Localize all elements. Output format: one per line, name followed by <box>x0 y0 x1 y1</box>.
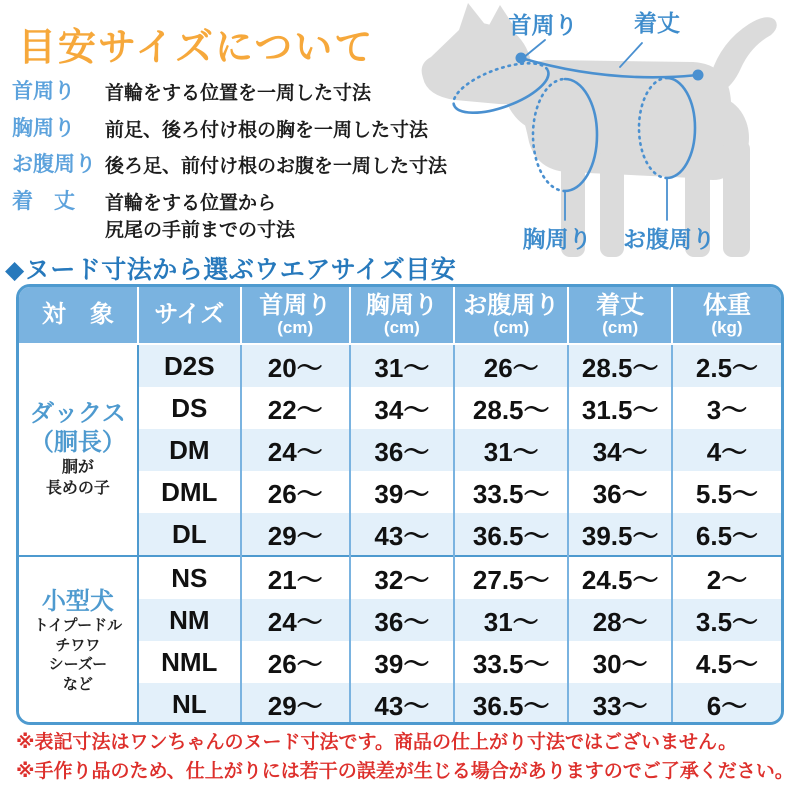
cell-chest: 39〜 <box>350 641 454 683</box>
cell-belly: 31〜 <box>454 599 568 641</box>
diagram-chest-label: 胸周り <box>522 226 592 252</box>
cell-size: NM <box>138 599 241 641</box>
dog-silhouette <box>422 3 777 257</box>
cell-weight: 3.5〜 <box>672 599 781 641</box>
cell-chest: 39〜 <box>350 471 454 513</box>
col-header-length-unit: (cm) <box>602 317 639 337</box>
cell-length: 39.5〜 <box>568 513 672 556</box>
col-header-size <box>138 287 241 344</box>
page-title: 目安サイズについて <box>18 27 375 69</box>
col-header-weight-label: 体重 <box>702 292 751 320</box>
cell-belly: 28.5〜 <box>454 387 568 429</box>
col-header-length <box>568 287 672 344</box>
length-end-dot <box>693 70 704 81</box>
definition-chest-text: 前足、後ろ付け根の胸を一周した寸法 <box>105 119 429 141</box>
cell-length: 30〜 <box>568 641 672 683</box>
cell-weight: 4〜 <box>672 429 781 471</box>
dog-measurement-diagram <box>415 0 800 268</box>
note-handmade: ※手作り品のため、仕上がりには若干の誤差が生じる場合がありますのでご了承ください。 <box>16 761 794 783</box>
cell-chest: 43〜 <box>350 513 454 556</box>
cell-chest: 34〜 <box>350 387 454 429</box>
col-header-neck-unit: (cm) <box>277 317 314 337</box>
cell-belly: 26〜 <box>454 344 568 387</box>
definition-belly-label: お腹周り <box>12 153 96 177</box>
cell-belly: 27.5〜 <box>454 556 568 599</box>
cell-length: 28.5〜 <box>568 344 672 387</box>
cell-weight: 6.5〜 <box>672 513 781 556</box>
definition-neck-label: 首周り <box>12 80 75 103</box>
size-chart <box>16 284 784 725</box>
cell-belly: 36.5〜 <box>454 513 568 556</box>
col-header-belly-label: お腹周り <box>463 292 560 320</box>
cell-length: 24.5〜 <box>568 556 672 599</box>
group-small-dog-desc1: トイプードル <box>33 617 123 635</box>
cell-chest: 36〜 <box>350 429 454 471</box>
cell-length: 31.5〜 <box>568 387 672 429</box>
cell-length: 34〜 <box>568 429 672 471</box>
cell-length: 33〜 <box>568 683 672 725</box>
col-header-size-label: サイズ <box>154 301 225 329</box>
cell-weight: 6〜 <box>672 683 781 725</box>
cell-neck: 24〜 <box>241 599 350 641</box>
definition-neck <box>12 80 482 108</box>
cell-size: NS <box>138 556 241 599</box>
group-dachshund-desc2: 長めの子 <box>45 479 110 497</box>
diagram-belly-label: お腹周り <box>623 226 715 252</box>
group-small-dog-desc3: シーズー <box>48 656 108 674</box>
col-header-chest-unit: (cm) <box>383 317 420 337</box>
cell-neck: 22〜 <box>241 387 350 429</box>
diagram-neck-label: 首周り <box>508 12 578 38</box>
cell-neck: 24〜 <box>241 429 350 471</box>
table-row-ns <box>19 556 781 599</box>
col-header-weight-unit: (kg) <box>711 317 743 337</box>
definition-length-label: 着 丈 <box>12 189 75 213</box>
cell-neck: 29〜 <box>241 513 350 556</box>
group-small-dog-desc2: チワワ <box>55 636 101 654</box>
target-group-small-dog <box>19 556 138 725</box>
col-header-chest-label: 胸周り <box>365 292 438 320</box>
cell-size: DS <box>138 387 241 429</box>
cell-length: 36〜 <box>568 471 672 513</box>
cell-neck: 29〜 <box>241 683 350 725</box>
cell-belly: 36.5〜 <box>454 683 568 725</box>
cell-size: D2S <box>138 344 241 387</box>
cell-neck: 26〜 <box>241 471 350 513</box>
target-group-dachshund <box>19 344 138 556</box>
cell-chest: 43〜 <box>350 683 454 725</box>
col-header-target-label: 対 象 <box>41 301 114 329</box>
col-header-weight <box>672 287 781 344</box>
col-header-neck <box>241 287 350 344</box>
group-dachshund-name: ダックス <box>30 400 126 428</box>
definition-belly <box>12 153 482 181</box>
group-dachshund-name2: （胴長） <box>29 429 126 457</box>
definition-belly-text: 後ろ足、前付け根のお腹を一周した寸法 <box>105 156 448 178</box>
cell-length: 28〜 <box>568 599 672 641</box>
cell-size: NML <box>138 641 241 683</box>
cell-chest: 31〜 <box>350 344 454 387</box>
cell-size: DM <box>138 429 241 471</box>
col-header-length-label: 着丈 <box>596 292 645 320</box>
definition-length <box>12 190 482 245</box>
cell-belly: 31〜 <box>454 429 568 471</box>
header-row <box>19 287 781 344</box>
cell-weight: 2〜 <box>672 556 781 599</box>
note-nude-size: ※表記寸法はワンちゃんのヌード寸法です。商品の仕上がり寸法ではございません。 <box>16 732 738 753</box>
footer-notes <box>16 728 796 787</box>
cell-belly: 33.5〜 <box>454 641 568 683</box>
definition-length-text-line2: 尻尾の手前までの寸法 <box>105 220 296 242</box>
cell-neck: 26〜 <box>241 641 350 683</box>
cell-weight: 5.5〜 <box>672 471 781 513</box>
cell-chest: 32〜 <box>350 556 454 599</box>
cell-size: DML <box>138 471 241 513</box>
col-header-neck-label: 首周り <box>259 292 332 320</box>
group-dachshund-desc1: 胴が <box>61 459 94 476</box>
cell-size: DL <box>138 513 241 556</box>
cell-belly: 33.5〜 <box>454 471 568 513</box>
cell-size: NL <box>138 683 241 725</box>
cell-chest: 36〜 <box>350 599 454 641</box>
col-header-belly <box>454 287 568 344</box>
definition-length-text <box>105 190 295 245</box>
col-header-target <box>19 287 138 344</box>
definition-length-text-line1: 首輪をする位置から <box>105 192 277 214</box>
definition-chest-label: 胸周り <box>12 116 75 140</box>
cell-neck: 20〜 <box>241 344 350 387</box>
section-title: ◆ヌード寸法から選ぶウエアサイズ目安 <box>5 256 457 284</box>
cell-weight: 4.5〜 <box>672 641 781 683</box>
cell-weight: 2.5〜 <box>672 344 781 387</box>
group-small-dog-desc4: など <box>62 675 93 693</box>
length-start-dot <box>516 53 527 64</box>
measurement-definitions <box>12 80 482 254</box>
cell-neck: 21〜 <box>241 556 350 599</box>
group-small-dog-name: 小型犬 <box>41 587 114 615</box>
cell-weight: 3〜 <box>672 387 781 429</box>
diagram-length-label: 着丈 <box>634 10 680 36</box>
definition-chest <box>12 117 482 145</box>
definition-neck-text: 首輪をする位置を一周した寸法 <box>105 83 372 104</box>
col-header-chest <box>350 287 454 344</box>
table-row-d2s <box>19 344 781 387</box>
col-header-belly-unit: (cm) <box>493 317 530 337</box>
